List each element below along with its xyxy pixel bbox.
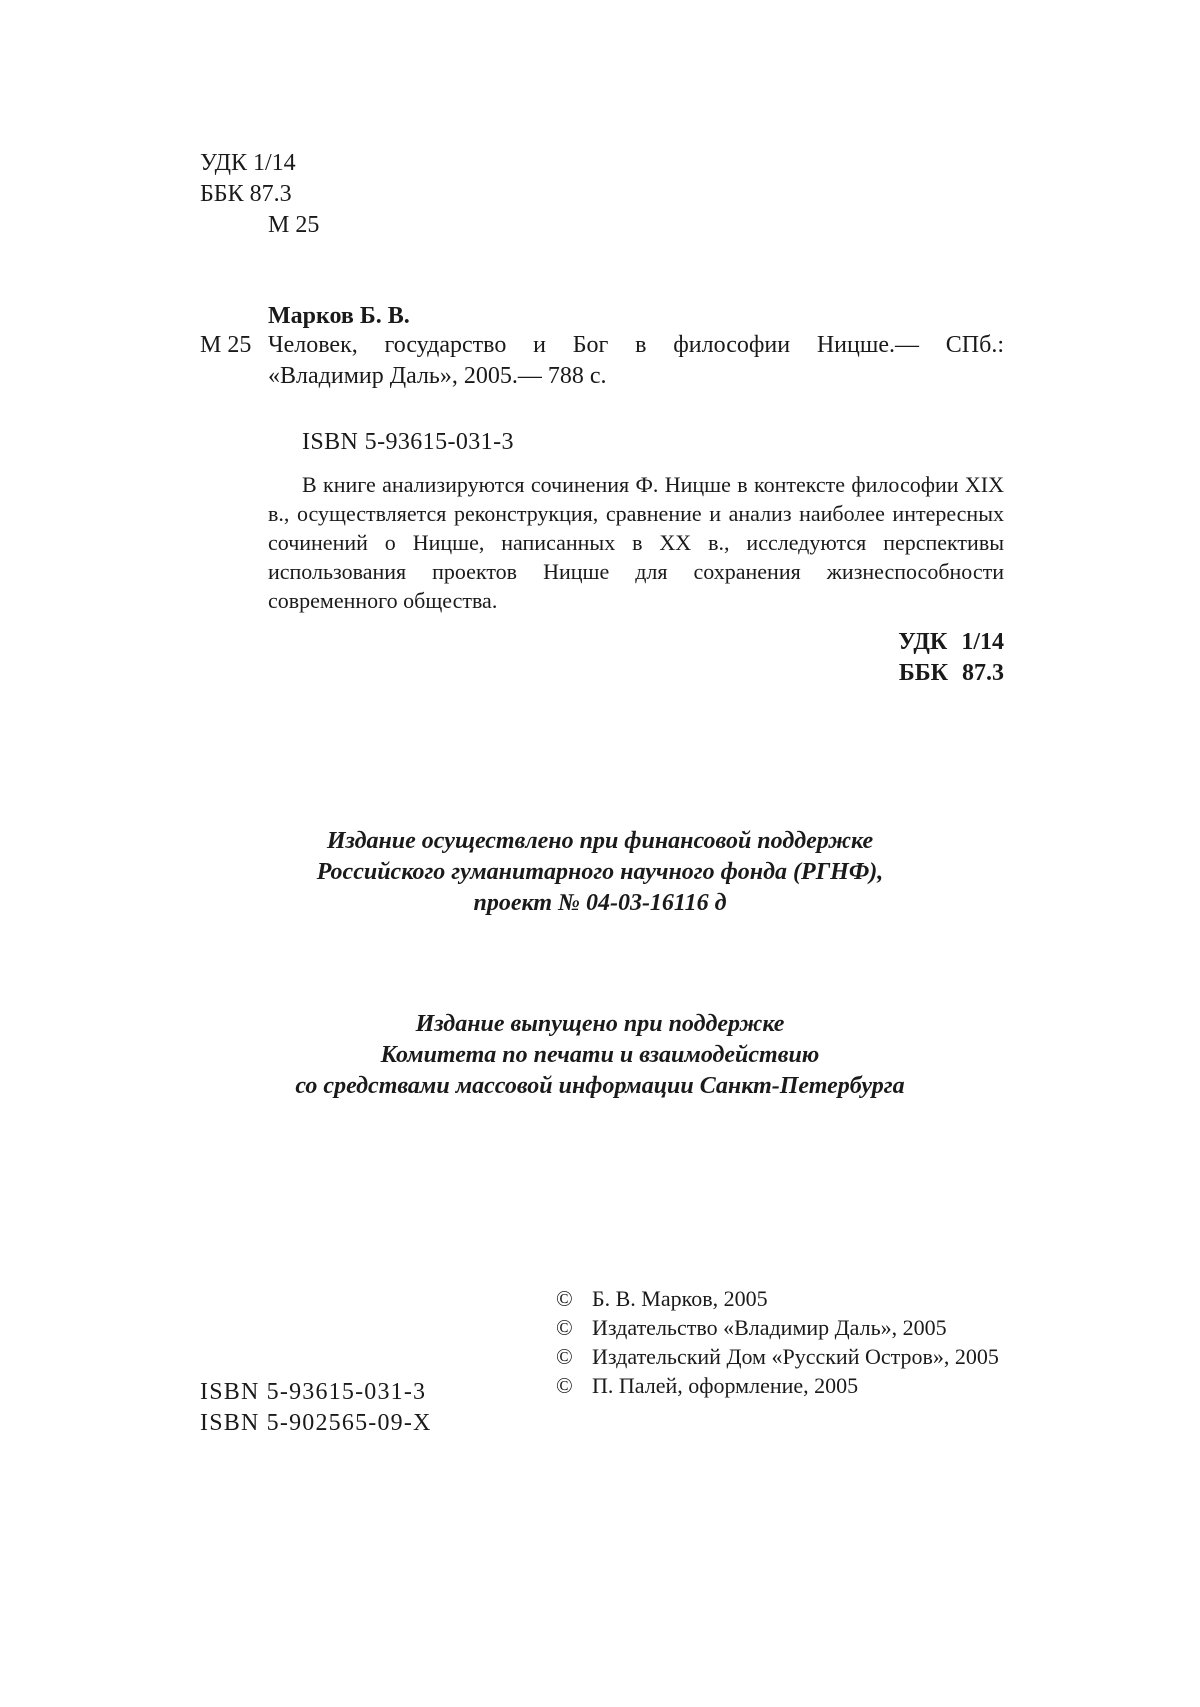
- bbk-code: ББК 87.3: [200, 181, 292, 207]
- copyright-item: [556, 1342, 1006, 1371]
- udk-code: УДК 1/14: [200, 150, 296, 176]
- entry-title-line1: Человек, государство и Бог в философии Ницше.— СПб.:: [268, 332, 1004, 358]
- copyright-item: [556, 1284, 1006, 1313]
- copyright-text: П. Палей, оформление, 2005: [592, 1373, 859, 1398]
- copyright-item: [556, 1371, 1006, 1400]
- support-committee-line: Издание выпущено при поддержке: [415, 1011, 785, 1037]
- copyright-symbol: ©: [556, 1373, 573, 1398]
- copyright-symbol: ©: [556, 1344, 573, 1369]
- annotation: В книге анализируются сочинения Ф. Ницше в контексте философии XIX в., осуществляется реконструкция, сравнение и анализ наиболее интересных сочинений о Ницше, написанных в XX в., исследуются перспективы использования проектов Ницше для сохранения жизнеспособности современного общества.: [268, 472, 1004, 613]
- bbk-right-row: [780, 658, 1004, 689]
- copyright-symbol: ©: [556, 1286, 573, 1311]
- udk-right-value: 1/14: [961, 629, 1004, 655]
- copyright-list: [556, 1284, 1006, 1400]
- bbk-right-value: 87.3: [962, 660, 1004, 686]
- copyright-text: Издательство «Владимир Даль», 2005: [592, 1315, 947, 1340]
- copyright-text: Издательский Дом «Русский Остров», 2005: [592, 1344, 999, 1369]
- support-rgnf: [150, 826, 1050, 919]
- classification-block: [200, 148, 319, 241]
- author-mark: М 25: [268, 212, 320, 238]
- isbn-list: [200, 1377, 432, 1439]
- isbn-item: ISBN 5-93615-031-3: [200, 1379, 427, 1405]
- udk-right-row: [780, 627, 1004, 658]
- entry-title-line2: «Владимир Даль», 2005.— 788 с.: [268, 363, 607, 389]
- entry-author: Марков Б. В.: [268, 303, 410, 329]
- entry-mark: М 25: [200, 332, 252, 358]
- support-committee-line: со средствами массовой информации Санкт-Петербурга: [295, 1073, 905, 1099]
- isbn-main: ISBN 5-93615-031-3: [302, 429, 514, 455]
- support-committee-line: Комитета по печати и взаимодействию: [380, 1042, 820, 1068]
- support-rgnf-line: Издание осуществлено при финансовой поддержке: [326, 828, 874, 854]
- bbk-right-label: ББК: [898, 660, 948, 686]
- isbn-item: ISBN 5-902565-09-X: [200, 1410, 432, 1436]
- copyright-symbol: ©: [556, 1315, 573, 1340]
- copyright-text: Б. В. Марков, 2005: [592, 1286, 768, 1311]
- copyright-item: [556, 1313, 1006, 1342]
- support-rgnf-line: Российского гуманитарного научного фонда (РГНФ),: [316, 859, 884, 885]
- support-committee: [150, 1009, 1050, 1102]
- classification-right: [780, 627, 1004, 689]
- support-rgnf-line: проект № 04-03-16116 д: [473, 890, 727, 916]
- udk-right-label: УДК: [898, 629, 948, 655]
